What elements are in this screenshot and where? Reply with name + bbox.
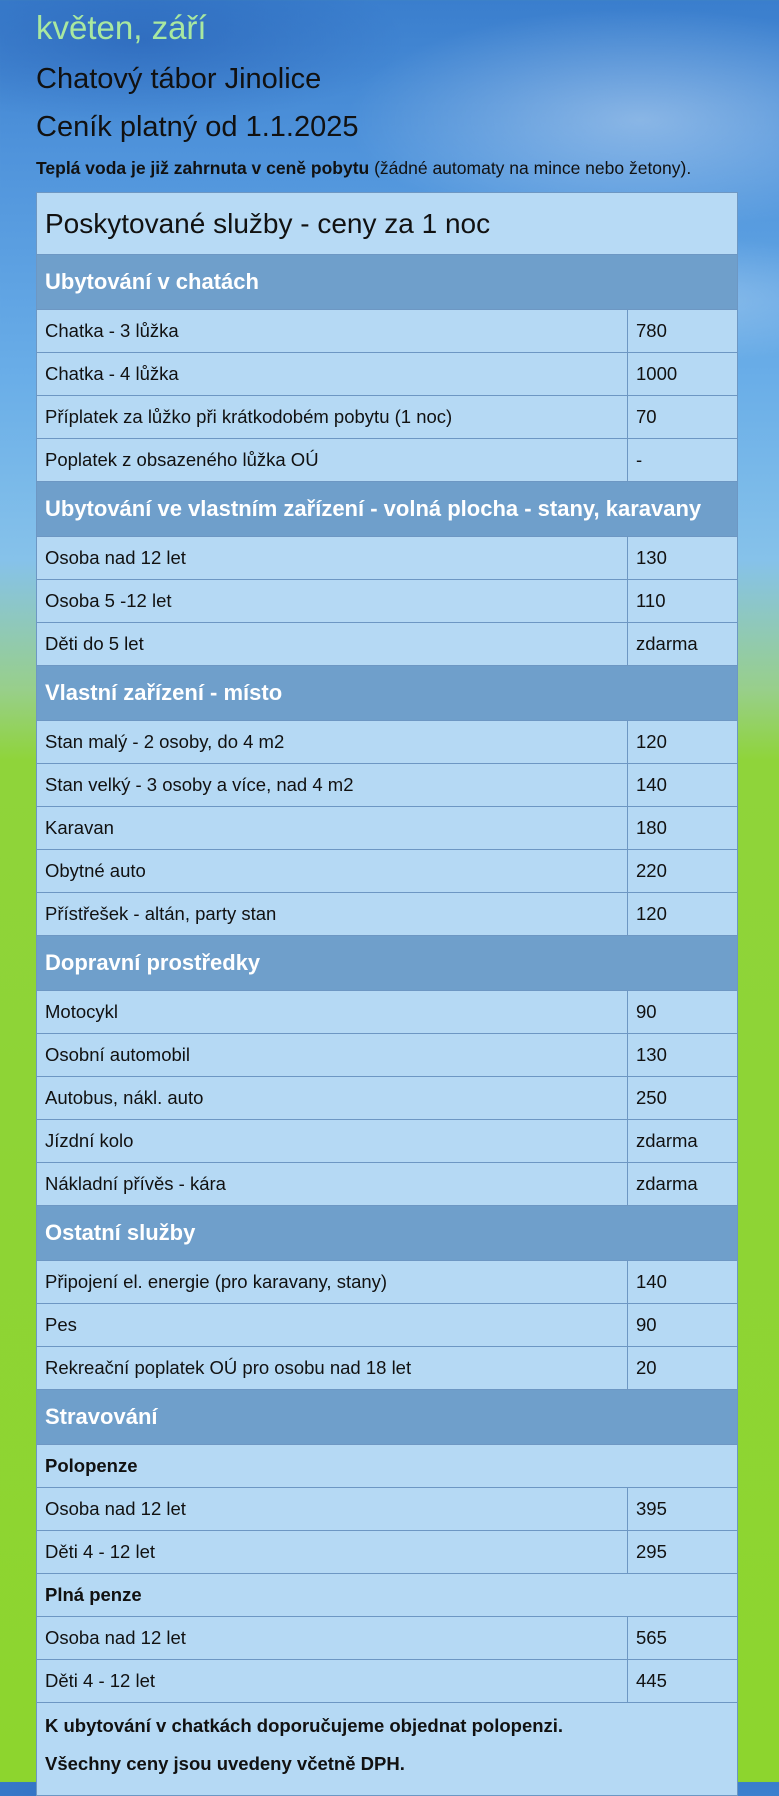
- service-label: Osoba nad 12 let: [37, 1488, 628, 1531]
- footer-note-vat: Všechny ceny jsou uvedeny včetně DPH.: [45, 1753, 405, 1774]
- subgroup-header-half-board: [37, 1445, 738, 1488]
- service-price: 90: [628, 1304, 738, 1347]
- table-row: [37, 1617, 738, 1660]
- table-row: [37, 310, 738, 353]
- section-title: Ubytování v chatách: [37, 255, 738, 310]
- service-price: 1000: [628, 353, 738, 396]
- section-title: Dopravní prostředky: [37, 936, 738, 991]
- service-label: Obytné auto: [37, 850, 628, 893]
- service-price: 20: [628, 1347, 738, 1390]
- table-row: [37, 439, 738, 482]
- price-table: [36, 192, 738, 1796]
- table-caption-row: [37, 193, 738, 255]
- table-row: [37, 764, 738, 807]
- section-header-other-services: [37, 1206, 738, 1261]
- service-label: Stan malý - 2 osoby, do 4 m2: [37, 721, 628, 764]
- service-price: 565: [628, 1617, 738, 1660]
- service-label: Rekreační poplatek OÚ pro osobu nad 18 let: [37, 1347, 628, 1390]
- service-label: Děti do 5 let: [37, 623, 628, 666]
- service-price: 140: [628, 1261, 738, 1304]
- season-heading: květen, září: [36, 9, 207, 46]
- service-label: Přístřešek - altán, party stan: [37, 893, 628, 936]
- table-row: [37, 1531, 738, 1574]
- service-price: zdarma: [628, 623, 738, 666]
- service-price: 780: [628, 310, 738, 353]
- service-label: Osobní automobil: [37, 1034, 628, 1077]
- section-header-meals: [37, 1390, 738, 1445]
- table-row: [37, 1660, 738, 1703]
- section-title: Vlastní zařízení - místo: [37, 666, 738, 721]
- service-label: Osoba nad 12 let: [37, 1617, 628, 1660]
- table-row: [37, 1488, 738, 1531]
- subgroup-header-full-board: [37, 1574, 738, 1617]
- subgroup-title: Plná penze: [37, 1574, 738, 1617]
- table-row: [37, 1304, 738, 1347]
- section-title: Ostatní služby: [37, 1206, 738, 1261]
- service-price: 90: [628, 991, 738, 1034]
- section-header-own-place: [37, 666, 738, 721]
- table-caption: Poskytované služby - ceny za 1 noc: [37, 193, 738, 255]
- service-price: 70: [628, 396, 738, 439]
- table-row: [37, 991, 738, 1034]
- service-price: 130: [628, 537, 738, 580]
- section-title: Ubytování ve vlastním zařízení - volná plocha - stany, karavany: [37, 482, 738, 537]
- service-price: 140: [628, 764, 738, 807]
- service-label: Motocykl: [37, 991, 628, 1034]
- footer-note-half-board: K ubytování v chatkách doporučujeme objednat polopenzi.: [45, 1715, 564, 1736]
- table-row: [37, 1163, 738, 1206]
- service-label: Jízdní kolo: [37, 1120, 628, 1163]
- table-row: [37, 1034, 738, 1077]
- service-label: Děti 4 - 12 let: [37, 1531, 628, 1574]
- table-row: [37, 807, 738, 850]
- service-label: Karavan: [37, 807, 628, 850]
- service-price: zdarma: [628, 1120, 738, 1163]
- service-label: Poplatek z obsazeného lůžka OÚ: [37, 439, 628, 482]
- service-label: Příplatek za lůžko při krátkodobém pobytu (1 noc): [37, 396, 628, 439]
- pricelist-valid-from: Ceník platný od 1.1.2025: [36, 111, 359, 143]
- service-label: Stan velký - 3 osoby a více, nad 4 m2: [37, 764, 628, 807]
- service-price: 110: [628, 580, 738, 623]
- service-label: Děti 4 - 12 let: [37, 1660, 628, 1703]
- subgroup-title: Polopenze: [37, 1445, 738, 1488]
- table-row: [37, 580, 738, 623]
- service-price: 295: [628, 1531, 738, 1574]
- table-row: [37, 1077, 738, 1120]
- service-price: 250: [628, 1077, 738, 1120]
- service-price: zdarma: [628, 1163, 738, 1206]
- table-row: [37, 1120, 738, 1163]
- service-price: 180: [628, 807, 738, 850]
- service-label: Chatka - 4 lůžka: [37, 353, 628, 396]
- section-title: Stravování: [37, 1390, 738, 1445]
- service-label: Pes: [37, 1304, 628, 1347]
- hot-water-note-rest: (žádné automaty na mince nebo žetony).: [369, 158, 692, 178]
- hot-water-note-bold: Teplá voda je již zahrnuta v ceně pobytu: [36, 158, 370, 178]
- service-price: 395: [628, 1488, 738, 1531]
- section-header-cabins: [37, 255, 738, 310]
- table-row: [37, 893, 738, 936]
- table-row: [37, 721, 738, 764]
- service-label: Osoba 5 -12 let: [37, 580, 628, 623]
- hot-water-note: [36, 156, 737, 180]
- table-row: [37, 623, 738, 666]
- service-label: Autobus, nákl. auto: [37, 1077, 628, 1120]
- section-header-own-equipment: [37, 482, 738, 537]
- table-row: [37, 396, 738, 439]
- service-price: -: [628, 439, 738, 482]
- service-label: Nákladní přívěs - kára: [37, 1163, 628, 1206]
- service-price: 220: [628, 850, 738, 893]
- service-label: Připojení el. energie (pro karavany, stany): [37, 1261, 628, 1304]
- service-price: 445: [628, 1660, 738, 1703]
- service-price: 130: [628, 1034, 738, 1077]
- service-price: 120: [628, 893, 738, 936]
- table-row: [37, 537, 738, 580]
- table-row: [37, 353, 738, 396]
- service-label: Chatka - 3 lůžka: [37, 310, 628, 353]
- service-price: 120: [628, 721, 738, 764]
- table-row: [37, 850, 738, 893]
- table-row: [37, 1347, 738, 1390]
- table-row: [37, 1261, 738, 1304]
- service-label: Osoba nad 12 let: [37, 537, 628, 580]
- section-header-vehicles: [37, 936, 738, 991]
- camp-name: Chatový tábor Jinolice: [36, 63, 322, 95]
- page-header: [36, 0, 737, 1774]
